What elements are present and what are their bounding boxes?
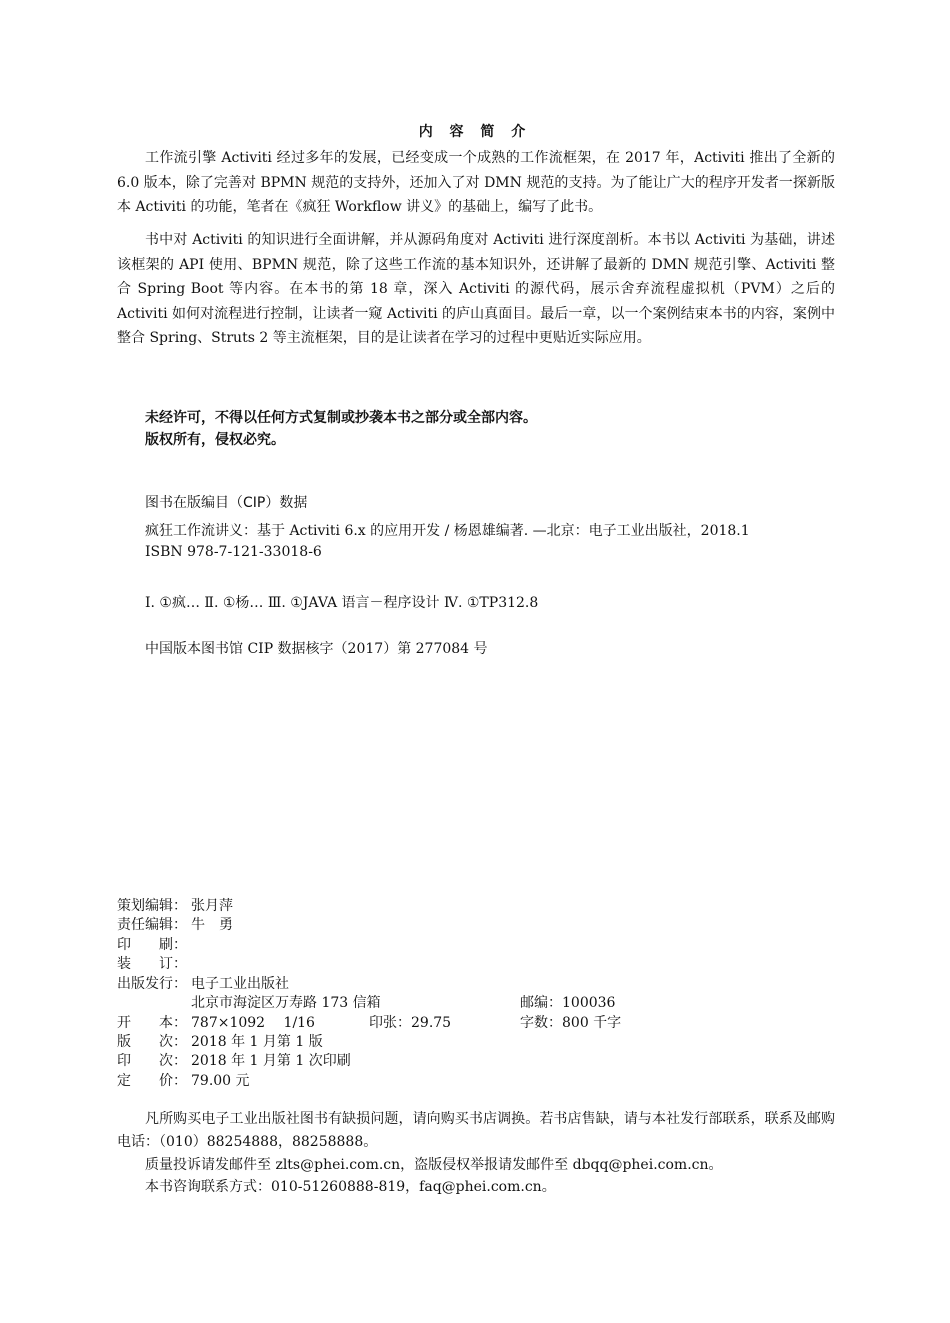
cip-classification: Ⅰ. ①疯… Ⅱ. ①杨… Ⅲ. ①JAVA 语言－程序设计 Ⅳ. ①TP312.8 — [145, 595, 539, 611]
impression-row — [117, 1050, 351, 1070]
editor-row — [117, 914, 233, 934]
edition-row — [117, 1031, 323, 1051]
editor-value: 牛 勇 — [191, 917, 233, 933]
address-value: 北京市海淀区万寿路 173 信箱 — [191, 995, 381, 1011]
price-row — [117, 1070, 250, 1090]
planner-row — [117, 895, 233, 915]
price-value: 79.00 元 — [191, 1073, 250, 1089]
intro-paragraph-2: 书中对 Activiti 的知识进行全面讲解，并从源码角度对 Activiti 进行深度剖析。本书以 Activiti 为基础，讲述该框架的 API 使用、BPMN 规范，除了这些工作流的基本知识外，还讲解了最新的 DMN 规范引擎、Activiti 整合 Spring Boot 等内容。在本书的第 18 章，深入 Activiti 的源代码，展示舍弃流程虚拟机（PVM）之后的 Activiti 如何对流程进行控制，让读者一窥 Activiti 的庐山真面目。最后一章，以一个案例结束本书的内容，案例中整合 Spring、Struts 2 等主流框架，目的是让读者在学习的过程中更贴近实际应用。 — [117, 232, 835, 346]
edition-value: 2018 年 1 月第 1 版 — [191, 1034, 323, 1050]
notice-paragraph: 凡所购买电子工业出版社图书有缺损问题，请向购买书店调换。若书店售缺，请与本社发行部联系，联系及邮购电话：（010）88254888，88258888。 — [117, 1111, 835, 1150]
notice-contact: 本书咨询联系方式：010-51260888-819，faq@phei.com.cn。 — [145, 1179, 556, 1195]
words-value: 字数：800 千字 — [520, 1015, 622, 1031]
intro-paragraph-1: 工作流引擎 Activiti 经过多年的发展，已经变成一个成熟的工作流框架，在 2017 年，Activiti 推出了全新的 6.0 版本，除了完善对 BPMN 规范的支持外，还加入了对 DMN 规范的支持。为了能让广大的程序开发者一探新版本 Activiti 的功能，笔者在《疯狂 Workflow 讲义》的基础上，编写了此书。 — [117, 150, 835, 215]
notice-complaint-email: 质量投诉请发邮件至 zlts@phei.com.cn，盗版侵权举报请发邮件至 dbqq@phei.com.cn。 — [145, 1157, 723, 1173]
print-label: 印 刷： — [117, 937, 187, 953]
print-row — [117, 934, 191, 954]
edition-label: 版 次： — [117, 1034, 187, 1050]
copyright-notice: 未经许可，不得以任何方式复制或抄袭本书之部分或全部内容。 — [145, 410, 537, 426]
sheets-value: 印张：29.75 — [369, 1015, 452, 1031]
cip-heading: 图书在版编目（CIP）数据 — [145, 495, 308, 511]
publisher-label: 出版发行： — [117, 976, 187, 992]
format-label: 开 本： — [117, 1015, 187, 1031]
bind-row — [117, 953, 191, 973]
price-label: 定 价： — [117, 1073, 187, 1089]
copyright-reserved: 版权所有，侵权必究。 — [145, 432, 285, 448]
intro-title: 内 容 简 介 — [418, 124, 532, 140]
format-row — [117, 1012, 315, 1032]
planner-value: 张月萍 — [191, 898, 233, 914]
editor-label: 责任编辑： — [117, 917, 187, 933]
impression-value: 2018 年 1 月第 1 次印刷 — [191, 1053, 351, 1069]
publisher-row — [117, 973, 289, 993]
cip-record-number: 中国版本图书馆 CIP 数据核字（2017）第 277084 号 — [145, 641, 488, 657]
bind-label: 装 订： — [117, 956, 187, 972]
postcode-value: 邮编：100036 — [520, 995, 616, 1011]
format-value: 787×1092 1/16 — [191, 1015, 315, 1031]
cip-book-record: 疯狂工作流讲义：基于 Activiti 6.x 的应用开发 / 杨恩雄编著. —北京：电子工业出版社，2018.1 — [145, 523, 750, 539]
publisher-value: 电子工业出版社 — [191, 976, 289, 992]
cip-isbn: ISBN 978-7-121-33018-6 — [145, 544, 322, 560]
planner-label: 策划编辑： — [117, 898, 187, 914]
impression-label: 印 次： — [117, 1053, 187, 1069]
